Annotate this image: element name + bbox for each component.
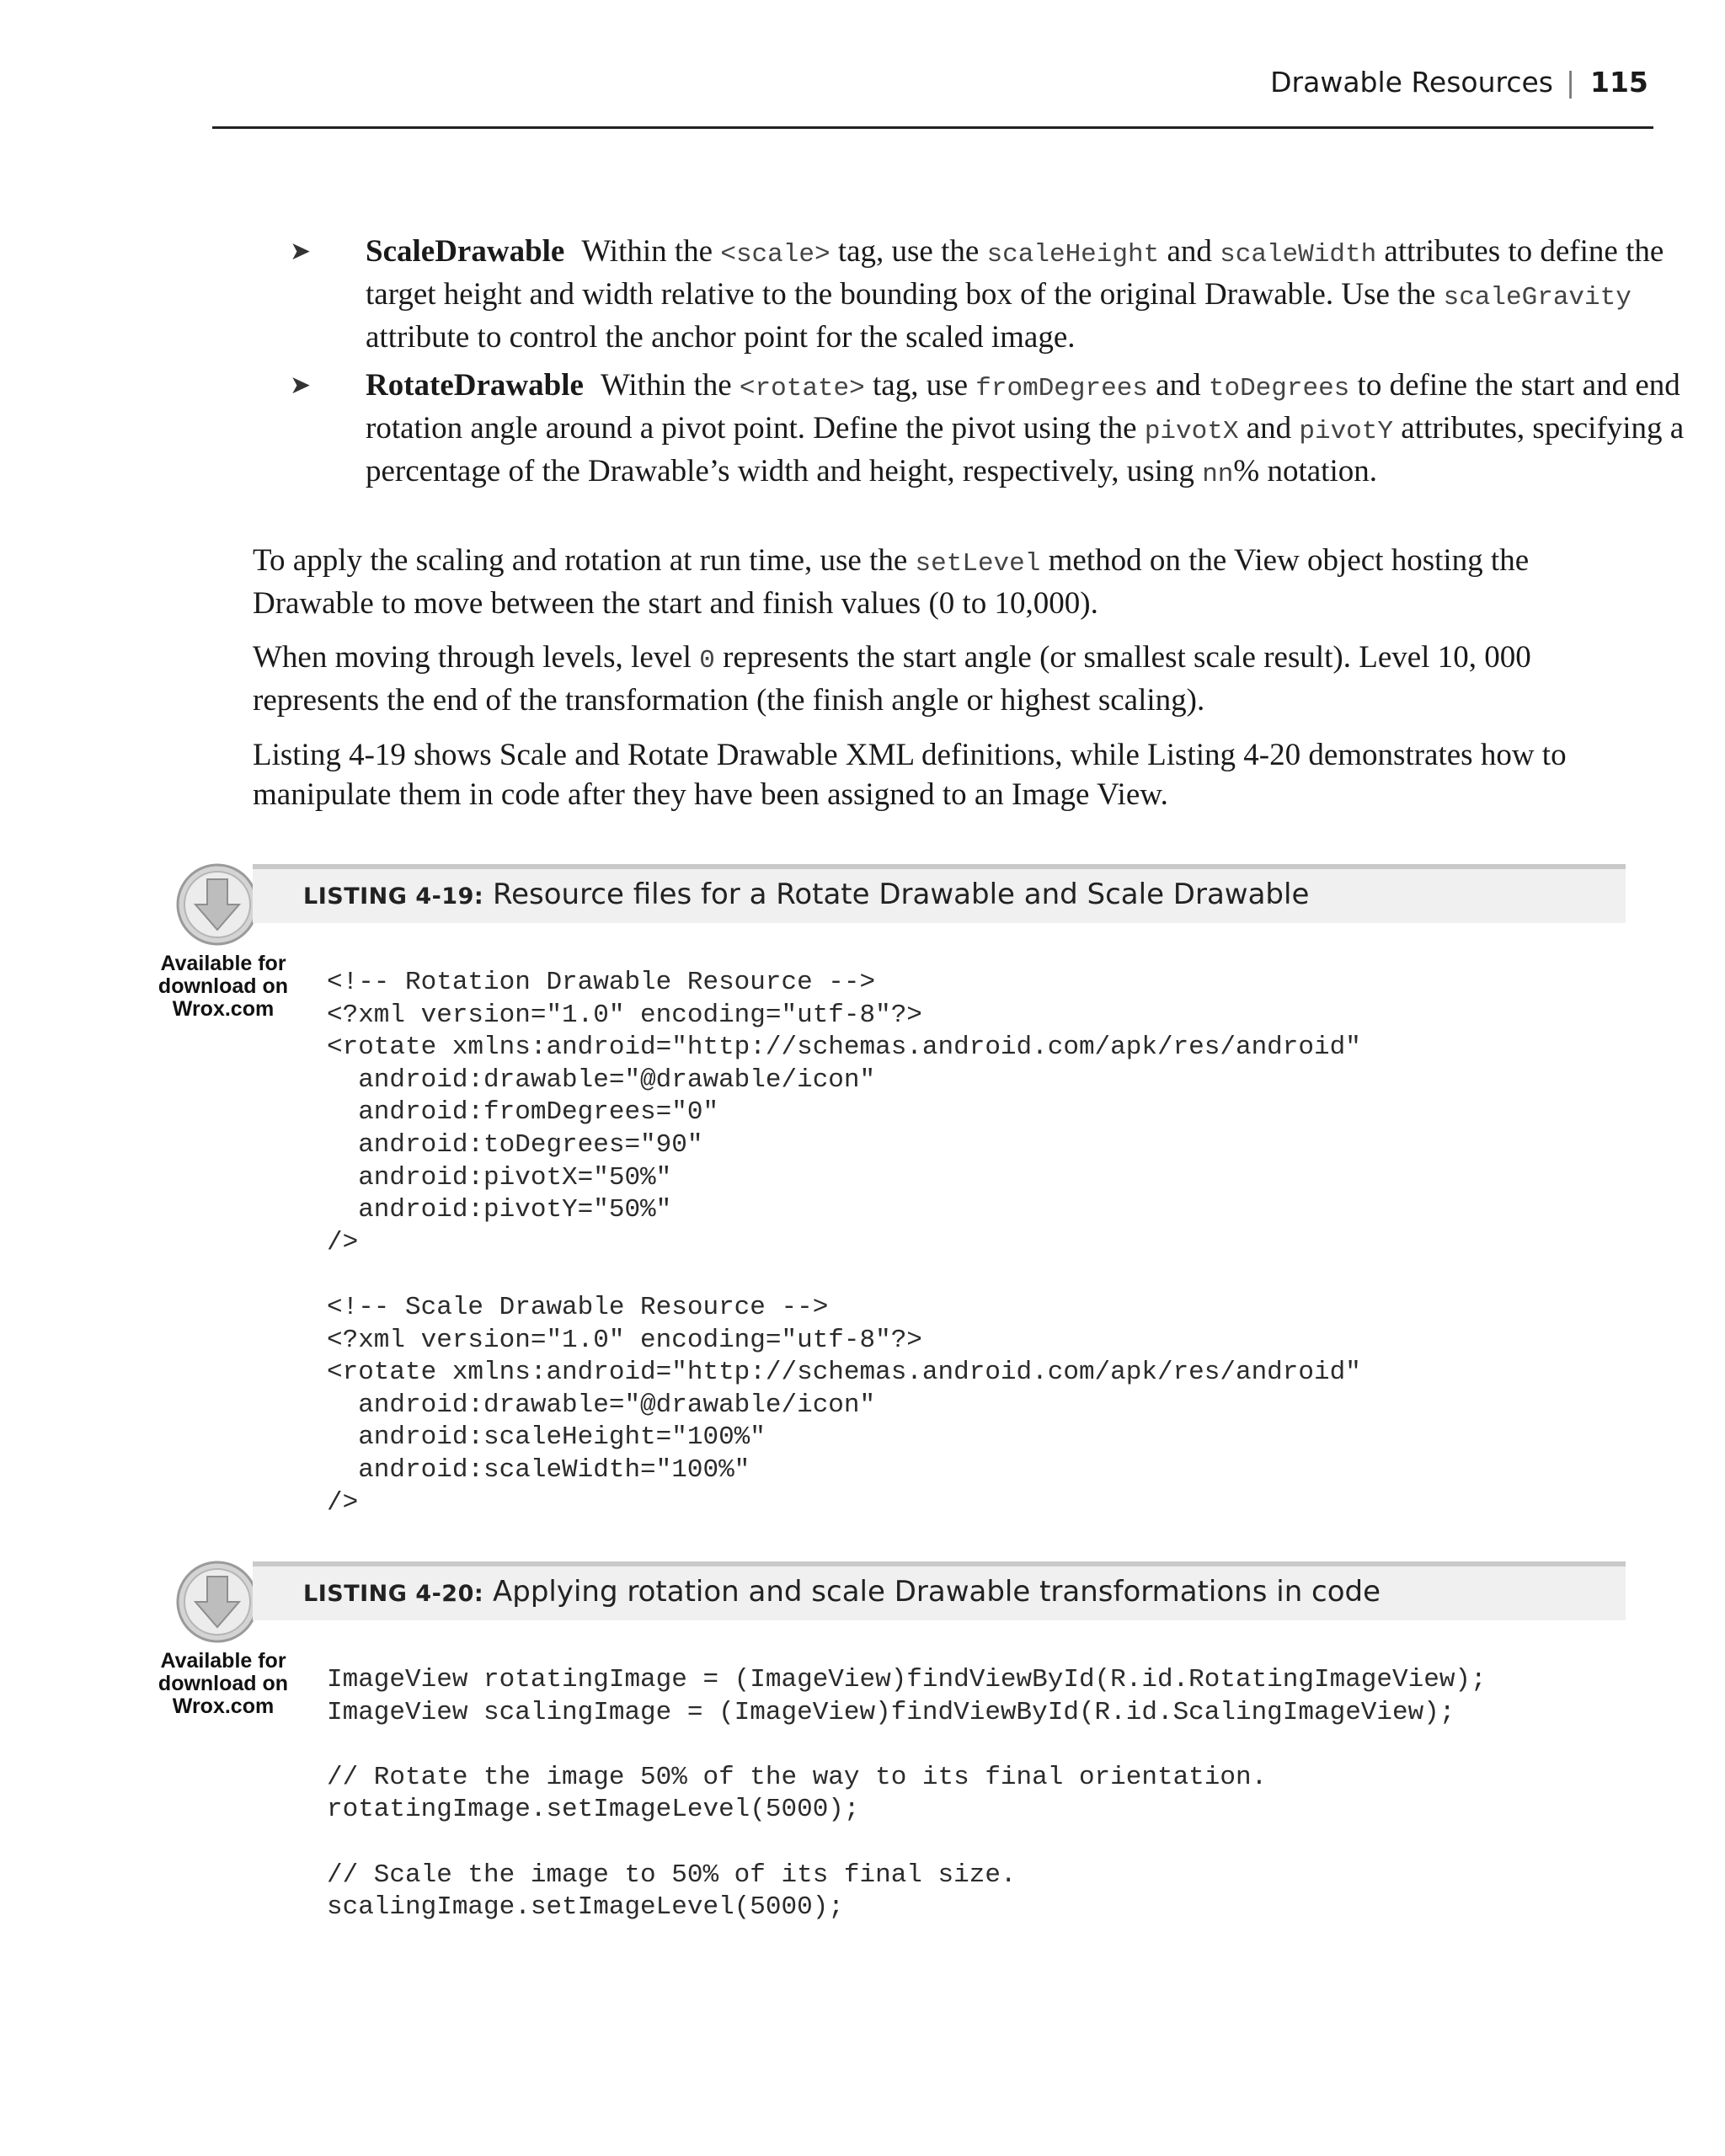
text-run: represents the start angle (or smallest scale result). Level 10, 000 represents the end of the transformation (the finish angle or highest scaling). [253,640,1531,718]
badge-line: download on [158,1672,289,1695]
inline-code: <rotate> [739,374,865,403]
text-run: to define the start and end rotation angle around a pivot point. Define the pivot using the [366,368,1680,446]
paragraph-body [253,738,1567,812]
text-run: method on the View object hosting the Drawable to move between the start and finish values (0 to 10,000). [253,543,1530,621]
text-run: When moving through levels, level [253,640,700,675]
code-line [327,1827,1487,1860]
text-run: and [1147,368,1209,403]
badge-line: download on [158,974,289,998]
listing-number: LISTING 4-19: [303,883,484,910]
code-line: <rotate xmlns:android="http://schemas.android.com/apk/res/android" [327,1358,1361,1388]
code-line: <rotate xmlns:android="http://schemas.android.com/apk/res/android" [327,1033,1361,1063]
code-line: ImageView scalingImage = (ImageView)findViewById(R.id.ScalingImageView); [327,1697,1455,1727]
arrowhead-bullet-icon: ➤ [290,371,312,400]
badge-line: Wrox.com [172,997,275,1021]
code-block-4-20 [327,1664,1487,1924]
inline-code: 0 [699,646,715,675]
code-line: rotatingImage.setImageLevel(5000); [327,1795,860,1825]
code-block-4-19 [327,967,1361,1519]
code-line: <!-- Rotation Drawable Resource --> [327,968,876,997]
text-run: Within the [600,368,740,403]
bullet-term: ScaleDrawable [366,234,565,269]
code-line: /> [327,1487,359,1518]
page-number: 115 [1590,66,1648,99]
listing-caption [303,1575,1381,1609]
inline-code: scaleWidth [1220,240,1377,270]
inline-code: toDegrees [1208,374,1350,403]
download-arrow-icon[interactable] [175,862,259,947]
listing-4-20-header [253,1561,1626,1620]
listing-title: Resource files for a Rotate Drawable and Scale Drawable [493,878,1310,911]
text-run: To apply the scaling and rotation at run time, use the [253,543,916,578]
code-line: android:drawable="@drawable/icon" [327,1390,876,1420]
code-line: android:pivotX="50%" [327,1162,672,1193]
text-run: tag, use [864,368,976,403]
code-line: <?xml version="1.0" encoding="utf-8"?> [327,1000,922,1030]
code-line [327,1729,1487,1762]
badge-line: Available for [160,1649,286,1673]
download-badge[interactable] [147,953,299,1021]
text-run: and [1238,411,1300,446]
inline-code: setLevel [915,549,1041,579]
inline-code: <scale> [720,240,830,270]
bullet-term: RotateDrawable [366,368,584,403]
code-line: scalingImage.setImageLevel(5000); [327,1892,844,1923]
paragraph-levels [253,638,1651,720]
listing-4-19-header [253,864,1626,923]
listing-title: Applying rotation and scale Drawable transformations in code [493,1575,1381,1609]
running-header-separator: | [1566,66,1576,99]
code-line: // Rotate the image 50% of the way to its final orientation. [327,1762,1268,1792]
code-line: android:pivotY="50%" [327,1195,672,1225]
text-run: Listing 4-19 shows Scale and Rotate Drawable XML definitions, while Listing 4-20 demonstrates how to manipulate them in code after they have been assigned to an Image View. [253,738,1567,812]
text-run: Within the [581,234,721,269]
inline-code: fromDegrees [975,374,1148,403]
bullet-text [366,366,1696,494]
text-run: attribute to control the anchor point for the scaled image. [366,320,1076,355]
header-rule [212,126,1653,129]
code-line: ImageView rotatingImage = (ImageView)findViewById(R.id.RotatingImageView); [327,1665,1487,1694]
code-line: android:scaleWidth="100%" [327,1454,750,1485]
paragraph-body [253,640,1531,718]
text-run: % notation. [1233,454,1377,488]
inline-code: pivotY [1299,417,1393,446]
code-line: android:drawable="@drawable/icon" [327,1065,876,1095]
listing-caption [303,878,1309,911]
text-run: attributes to define the target height and width relative to the bounding box of the original Drawable. Use the [366,234,1664,312]
inline-code: pivotX [1144,417,1239,446]
inline-code: scaleGravity [1443,283,1632,312]
download-badge[interactable] [147,1650,299,1718]
code-line: // Scale the image to 50% of its final size. [327,1860,1017,1890]
badge-line: Available for [160,952,286,975]
code-line: android:fromDegrees="0" [327,1097,719,1128]
paragraph-listing-intro [253,735,1651,814]
code-line: android:scaleHeight="100%" [327,1422,766,1453]
bullet-text [366,232,1696,357]
code-line [327,1259,1361,1292]
running-header-title: Drawable Resources [1270,66,1553,99]
inline-code: scaleHeight [986,240,1160,270]
code-line: <!-- Scale Drawable Resource --> [327,1292,829,1322]
text-run: and [1159,234,1220,269]
paragraph-setlevel [253,541,1651,623]
inline-code: nn [1202,460,1234,489]
code-line: <?xml version="1.0" encoding="utf-8"?> [327,1325,922,1355]
badge-line: Wrox.com [172,1694,275,1718]
code-line: android:toDegrees="90" [327,1129,703,1160]
text-run: tag, use the [830,234,987,269]
text-run: attributes, specifying a percentage of the Drawable’s width and height, respectively, using [366,411,1685,488]
code-line: /> [327,1227,359,1257]
arrowhead-bullet-icon: ➤ [290,237,312,266]
paragraph-body [253,543,1529,621]
listing-number: LISTING 4-20: [303,1581,484,1607]
download-arrow-icon[interactable] [175,1560,259,1644]
